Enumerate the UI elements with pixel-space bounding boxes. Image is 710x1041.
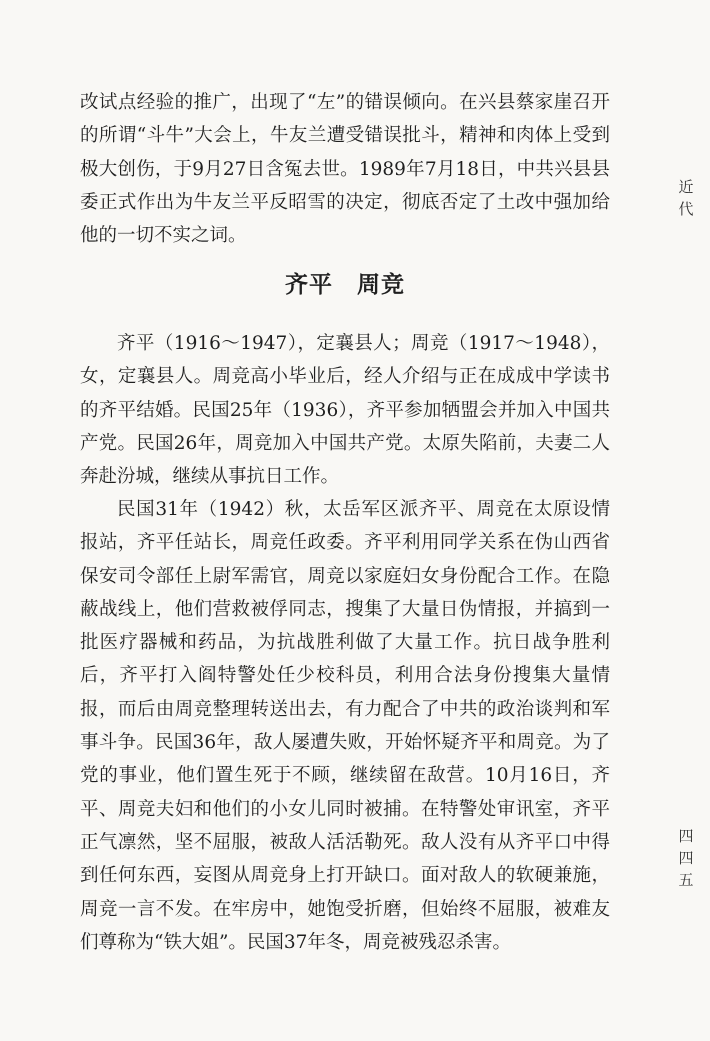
chapter-label-text: 近 代	[678, 178, 694, 218]
paragraph-continued: 改试点经验的推广，出现了“左”的错误倾向。在兴县蔡家崖召开的所谓“斗牛”大会上，牛友兰遭受错误批斗，精神和肉体上受到极大创伤，于9月27日含冤去世。1989年7月18日，中共兴县县委正式作出为牛友兰平反昭雪的决定，彻底否定了土改中强加给他的一切不实之词。	[80, 92, 610, 247]
paragraph-bio-story: 民国31年（1942）秋，太岳军区派齐平、周竞在太原设情报站，齐平任站长，周竞任政委。齐平利用同学关系在伪山西省保安司令部任上尉军需官，周竞以家庭妇女身份配合工作。在隐蔽战线上，他们营救被俘同志，搜集了大量日伪情报，并搞到一批医疗器械和药品，为抗战胜利做了大量工作。抗日战争胜利后，齐平打入阎特警处任少校科员，利用合法身份搜集大量情报，而后由周竞整理转送出去，有力配合了中共的政治谈判和军事斗争。民国36年，敌人屡遭失败，开始怀疑齐平和周竞。为了党的事业，他们置生死于不顾，继续留在敌营。10月16日，齐平、周竞夫妇和他们的小女儿同时被捕。在特警处审讯室，齐平正气凛然，坚不屈服，被敌人活活勒死。敌人没有从齐平口中得到任何东西，妄图从周竞身上打开缺口。面对敌人的软硬兼施，周竞一言不发。在牢房中，她饱受折磨，但始终不屈服，被难友们尊称为“铁大姐”。民国37年冬，周竞被残忍杀害。	[80, 499, 610, 953]
section-heading: 齐平 周竞	[285, 271, 405, 298]
page-number-text: 四 四 五	[678, 827, 694, 889]
paragraph-bio-intro: 齐平（1916～1947），定襄县人；周竞（1917～1948），女，定襄县人。周竞高小毕业后，经人介绍与正在成成中学读书的齐平结婚。民国25年（1936），齐平参加牺盟会并加入中国共产党。民国26年，周竞加入中国共产党。太原失陷前，夫妻二人奔赴汾城，继续从事抗日工作。	[80, 333, 610, 488]
chapter-label	[676, 176, 696, 220]
page-number	[676, 825, 696, 891]
